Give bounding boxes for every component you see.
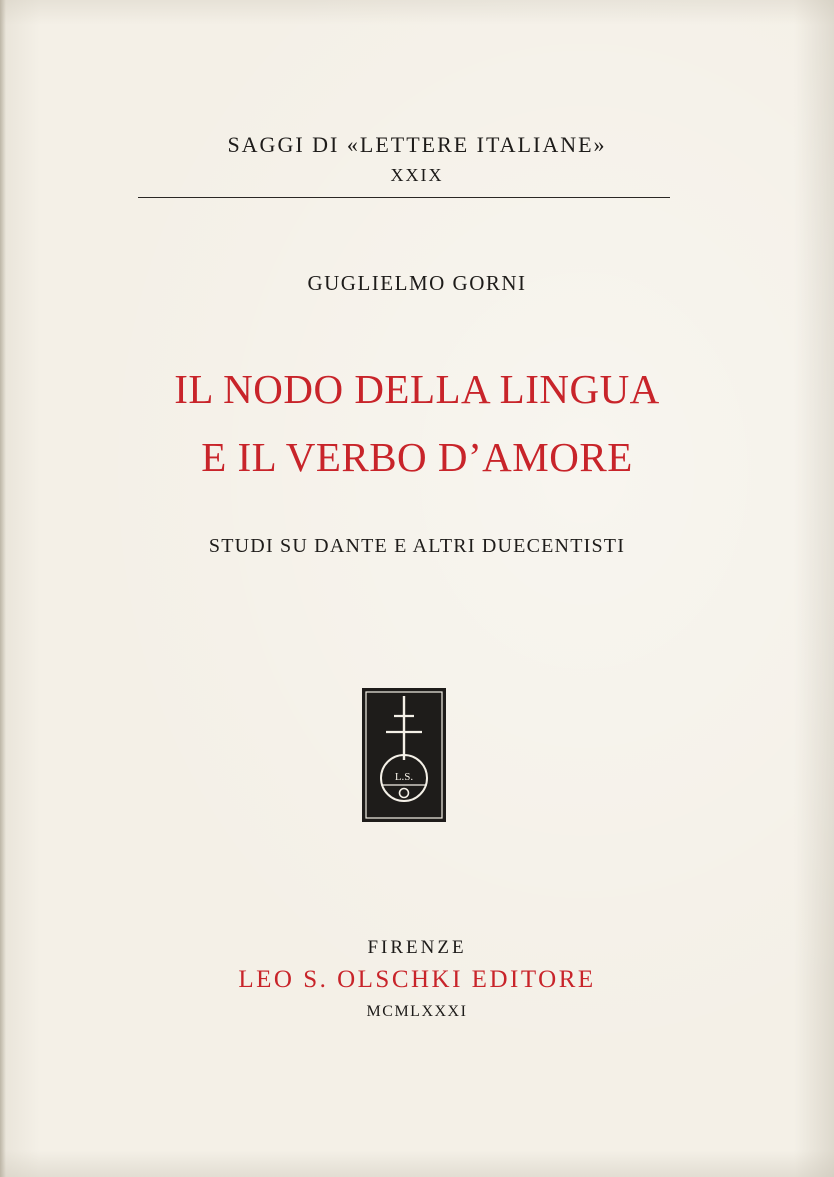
title-line-1: IL NODO DELLA LINGUA — [174, 366, 660, 412]
printers-mark-initials: L.S. — [394, 771, 414, 783]
printers-mark-icon — [362, 688, 446, 822]
publication-year: MCMLXXXI — [366, 1003, 468, 1020]
series-volume: XXIX — [390, 165, 444, 185]
imprint-city: FIRENZE — [367, 937, 467, 958]
series-name: SAGGI DI «LETTERE ITALIANE» — [227, 132, 607, 157]
author-name: GUGLIELMO GORNI — [307, 271, 527, 295]
title-line-2: E IL VERBO D’AMORE — [201, 434, 633, 480]
divider-rule — [138, 197, 670, 198]
subtitle: STUDI SU DANTE E ALTRI DUECENTISTI — [208, 535, 626, 557]
publisher-name: LEO S. OLSCHKI EDITORE — [238, 966, 596, 993]
